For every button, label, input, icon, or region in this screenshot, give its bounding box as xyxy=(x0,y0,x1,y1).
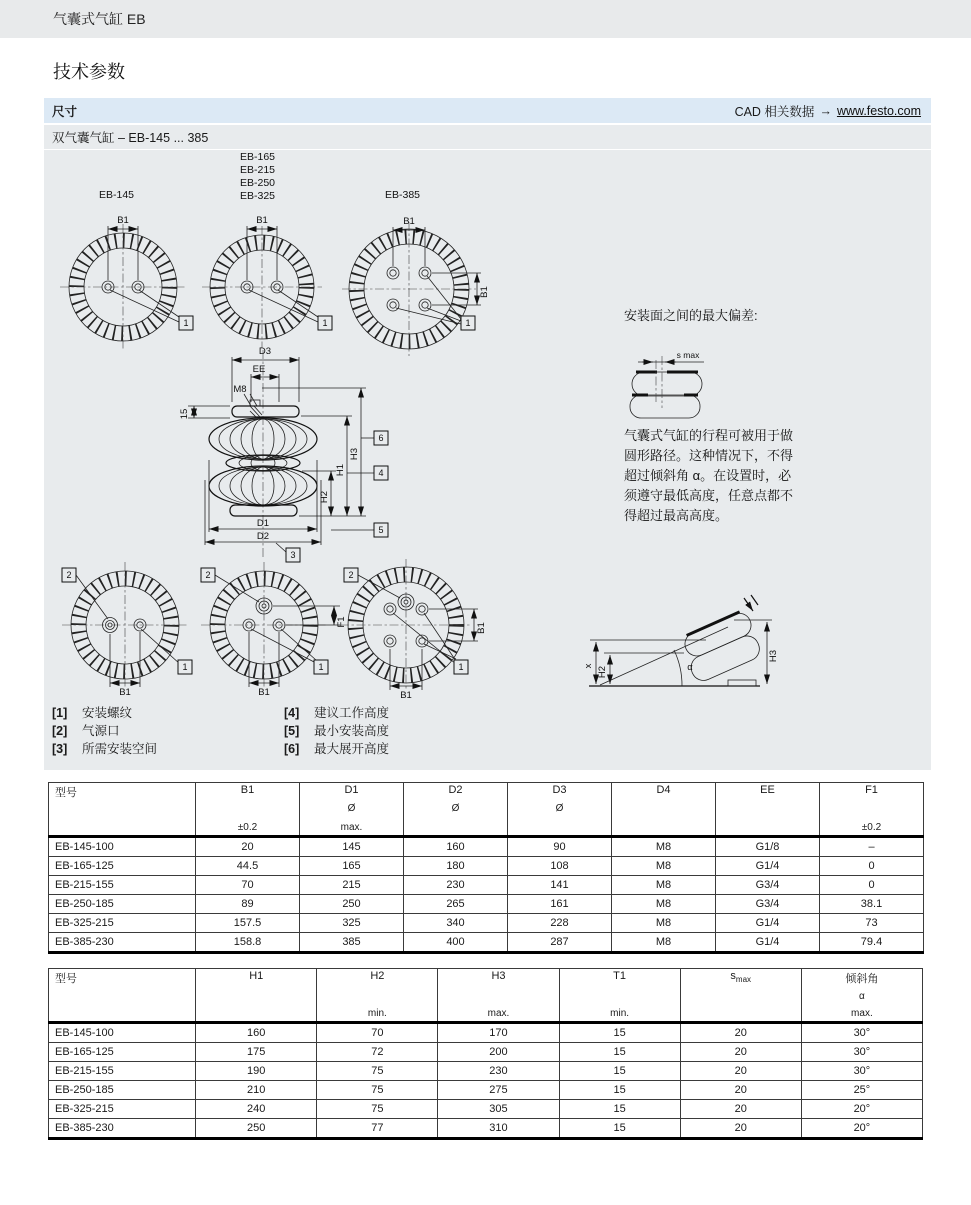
dim-b1: B1 xyxy=(258,687,270,698)
table-row: EB-325-215 157.5 325 340 228 M8 G1/4 73 xyxy=(49,914,924,933)
callout-6: 6 xyxy=(378,433,384,443)
cross-section-view xyxy=(179,346,388,562)
legend-left xyxy=(52,704,284,758)
col-d4: D4 xyxy=(612,783,716,837)
cad-data-label: CAD 相关数据 xyxy=(734,105,815,119)
label-eb165: EB-165 xyxy=(240,151,276,163)
cad-data xyxy=(735,102,921,120)
top-band xyxy=(0,0,971,38)
col-t1: T1 min. xyxy=(559,969,680,1023)
legend-item-4: [4] 建议工作高度 xyxy=(284,706,390,720)
col-ee: EE xyxy=(716,783,820,837)
offset-note: 安装面之间的最大偏差: xyxy=(624,308,758,323)
callout-2: 2 xyxy=(205,570,211,580)
mounting-hole xyxy=(416,603,428,615)
drawings-canvas xyxy=(44,150,931,700)
svg-text:圆形路径。这种情况下，不得: 圆形路径。这种情况下，不得 xyxy=(624,448,794,463)
page-header-title: 气囊式气缸 EB xyxy=(53,11,146,27)
legend-right xyxy=(284,704,516,758)
col-d3: D3 Ø xyxy=(508,783,612,837)
dim-d1: D1 xyxy=(256,518,270,529)
callout-1: 1 xyxy=(458,662,464,672)
dim-ee: EE xyxy=(252,364,266,375)
table-row: EB-385-230 250 77 310 15 20 20° xyxy=(49,1119,923,1139)
dim-h2: H2 xyxy=(597,665,608,679)
bottom-view-eb385 xyxy=(340,559,487,700)
table-dimensions-2 xyxy=(48,968,923,1140)
col-smax: $s_{max}$ xyxy=(680,969,801,1023)
mounting-hole xyxy=(384,603,396,615)
table-row: EB-145-100 20 145 160 90 M8 G1/8 – xyxy=(49,837,924,857)
section-title: 技术参数 xyxy=(53,62,125,82)
col-h2: H2 min. xyxy=(317,969,438,1023)
col-d2: D2 Ø xyxy=(404,783,508,837)
table-row: EB-250-185 210 75 275 15 20 25° xyxy=(49,1081,923,1100)
legend-item-3: [3] 所需安装空间 xyxy=(52,742,158,756)
callout-4: 4 xyxy=(378,468,384,478)
table-dimensions-1 xyxy=(48,782,924,954)
col-h1: H1 xyxy=(196,969,317,1023)
svg-text:气囊式气缸的行程可被用于做: 气囊式气缸的行程可被用于做 xyxy=(624,428,794,443)
callout-1: 1 xyxy=(183,318,189,328)
col-tilt-angle: 倾斜角 α max. xyxy=(801,969,922,1023)
dim-h1: H1 xyxy=(335,463,346,477)
table-row: EB-385-230 158.8 385 400 287 M8 G1/4 79.4 xyxy=(49,933,924,953)
smax-sketch xyxy=(630,350,704,418)
dim-smax: s max xyxy=(676,350,700,360)
dim-b1-vertical: B1 xyxy=(476,622,487,634)
bottom-view-eb165-325 xyxy=(201,562,347,698)
dim-b1: B1 xyxy=(117,215,129,226)
table-row: EB-325-215 240 75 305 15 20 20° xyxy=(49,1100,923,1119)
top-view-eb145 xyxy=(60,215,193,350)
dim-b1: B1 xyxy=(119,687,131,698)
legend-item-2: [2] 气源口 xyxy=(52,724,120,738)
mounting-hole xyxy=(419,267,431,279)
dim-f1: F1 xyxy=(336,616,347,628)
label-eb250: EB-250 xyxy=(240,177,276,189)
dim-b1-vertical: B1 xyxy=(479,286,490,298)
label-eb215: EB-215 xyxy=(240,164,276,176)
legend-item-5: [5] 最小安装高度 xyxy=(284,724,390,738)
panel-header xyxy=(44,98,931,125)
dim-alpha: α xyxy=(687,662,693,673)
dim-h3: H3 xyxy=(349,447,360,461)
table-row: EB-145-100 160 70 170 15 20 30° xyxy=(49,1023,923,1043)
dim-x: x xyxy=(583,663,594,669)
callout-1: 1 xyxy=(322,318,328,328)
top-view-eb165-325 xyxy=(202,215,332,348)
table-header-row xyxy=(49,969,923,1023)
panel-subtitle: 双气囊气缸 – EB-145 ... 385 xyxy=(44,125,931,150)
col-d1: D1 Ø max. xyxy=(300,783,404,837)
col-model: 型号 xyxy=(49,783,196,837)
callout-3: 3 xyxy=(290,550,296,560)
label-eb385: EB-385 xyxy=(385,189,421,201)
dim-b1: B1 xyxy=(403,216,415,227)
dim-m8: M8 xyxy=(233,384,247,395)
callout-1: 1 xyxy=(465,318,471,328)
festo-link[interactable]: www.festo.com xyxy=(836,104,921,118)
top-view-eb385 xyxy=(342,216,490,356)
table-row: EB-215-155 70 215 230 141 M8 G3/4 0 xyxy=(49,876,924,895)
svg-text:须遵守最低高度，任意点都不: 须遵守最低高度，任意点都不 xyxy=(624,488,794,503)
tilt-diagram xyxy=(583,595,779,686)
col-h3: H3 max. xyxy=(438,969,559,1023)
mounting-hole xyxy=(387,267,399,279)
svg-text:超过倾斜角 α。在设置时，必: 超过倾斜角 α。在设置时，必 xyxy=(624,468,792,483)
label-eb325: EB-325 xyxy=(240,190,276,202)
dim-15: 15 xyxy=(179,408,190,420)
technical-drawing xyxy=(44,150,931,700)
dim-d3: D3 xyxy=(258,346,272,357)
table-row: EB-165-125 44.5 165 180 108 M8 G1/4 0 xyxy=(49,857,924,876)
dim-d2: D2 xyxy=(256,531,270,542)
col-f1: F1 ±0.2 xyxy=(820,783,924,837)
arrow-right-icon: → xyxy=(819,104,832,118)
table-header-row xyxy=(49,783,924,837)
legend xyxy=(44,700,931,770)
stroke-note xyxy=(624,428,793,523)
svg-text:得超过最高高度。: 得超过最高高度。 xyxy=(624,508,729,523)
callout-1: 1 xyxy=(182,662,188,672)
panel-title: 尺寸 xyxy=(52,105,78,119)
legend-item-1: [1] 安装螺纹 xyxy=(52,706,133,720)
callout-1: 1 xyxy=(318,662,324,672)
bottom-view-eb145 xyxy=(62,562,192,698)
dim-b1: B1 xyxy=(256,215,268,226)
table-row: EB-165-125 175 72 200 15 20 30° xyxy=(49,1043,923,1062)
label-eb145: EB-145 xyxy=(99,189,135,201)
dimensions-panel xyxy=(44,98,931,770)
col-b1: B1 ±0.2 xyxy=(196,783,300,837)
dim-h2: H2 xyxy=(319,490,330,504)
dim-b1: B1 xyxy=(400,690,412,700)
legend-item-6: [6] 最大展开高度 xyxy=(284,742,390,756)
mounting-hole xyxy=(387,299,399,311)
col-model: 型号 xyxy=(49,969,196,1023)
callout-2: 2 xyxy=(348,570,354,580)
callout-2: 2 xyxy=(66,570,72,580)
dim-h3: H3 xyxy=(768,649,779,663)
table-row: EB-215-155 190 75 230 15 20 30° xyxy=(49,1062,923,1081)
callout-5: 5 xyxy=(378,525,384,535)
table-row: EB-250-185 89 250 265 161 M8 G3/4 38.1 xyxy=(49,895,924,914)
mounting-hole xyxy=(384,635,396,647)
